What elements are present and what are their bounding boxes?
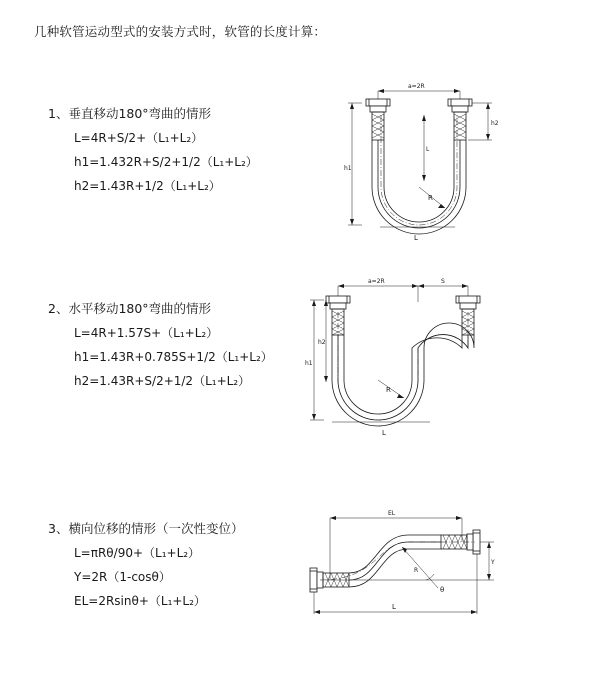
case-2-top-dim2-label: S <box>441 278 445 285</box>
case-2-diagram <box>300 270 500 460</box>
case-1-bottom-label: L <box>414 234 418 242</box>
case-2-h2-label: h2 <box>318 339 326 346</box>
case-1-height-label: L <box>426 146 430 153</box>
case-2-h1-label: h1 <box>305 360 313 367</box>
case-2-radius-label: R <box>386 386 391 394</box>
case-1-top-dim-label: a=2R <box>408 83 425 90</box>
case-1-title: 1、垂直移动180°弯曲的情形 <box>48 106 212 121</box>
horizontal-180-bend-drawing <box>300 270 500 460</box>
case-3-bottom-label: L <box>392 603 396 611</box>
case-1-formula-1: L=4R+S/2+（L₁+L₂） <box>74 131 204 145</box>
case-1-h1-label: h1 <box>344 165 352 172</box>
case-1-text <box>48 105 308 195</box>
case-3-text <box>48 520 308 610</box>
case-2-bottom-label: L <box>382 429 386 437</box>
case-2-top-dim-label: a=2R <box>368 278 385 285</box>
case-2-formula-2: h1=1.43R+0.785S+1/2（L₁+L₂） <box>74 350 273 364</box>
case-3-formula-2: Y=2R（1-cosθ） <box>74 570 171 584</box>
case-3-angle-label: θ <box>440 586 445 594</box>
case-3-title: 3、横向位移的情形（一次性变位） <box>48 521 244 536</box>
case-2-title: 2、水平移动180°弯曲的情形 <box>48 301 212 316</box>
case-2-text <box>48 300 308 390</box>
case-3-diagram <box>290 500 500 640</box>
case-3-formula-3: EL=2Rsinθ+（L₁+L₂） <box>74 594 206 608</box>
case-2-formula-1: L=4R+1.57S+（L₁+L₂） <box>74 326 219 340</box>
case-1-radius-label: R <box>428 194 433 202</box>
case-3-top-dim-label: EL <box>388 510 396 517</box>
vertical-180-bend-drawing <box>300 75 500 275</box>
case-1-formula-2: h1=1.432R+S/2+1/2（L₁+L₂） <box>74 155 258 169</box>
case-1-diagram <box>300 75 500 275</box>
case-3-formula-1: L=πRθ/90+（L₁+L₂） <box>74 546 201 560</box>
page-title: 几种软管运动型式的安装方式时，软管的长度计算： <box>34 24 327 39</box>
case-3-right-dim-label: Y <box>491 559 495 566</box>
case-1-h2-label: h2 <box>491 120 499 127</box>
case-3-radius-label: R <box>414 567 419 574</box>
case-1-formula-3: h2=1.43R+1/2（L₁+L₂） <box>74 179 221 193</box>
case-2-formula-3: h2=1.43R+S/2+1/2（L₁+L₂） <box>74 374 251 388</box>
lateral-offset-drawing <box>290 500 500 640</box>
